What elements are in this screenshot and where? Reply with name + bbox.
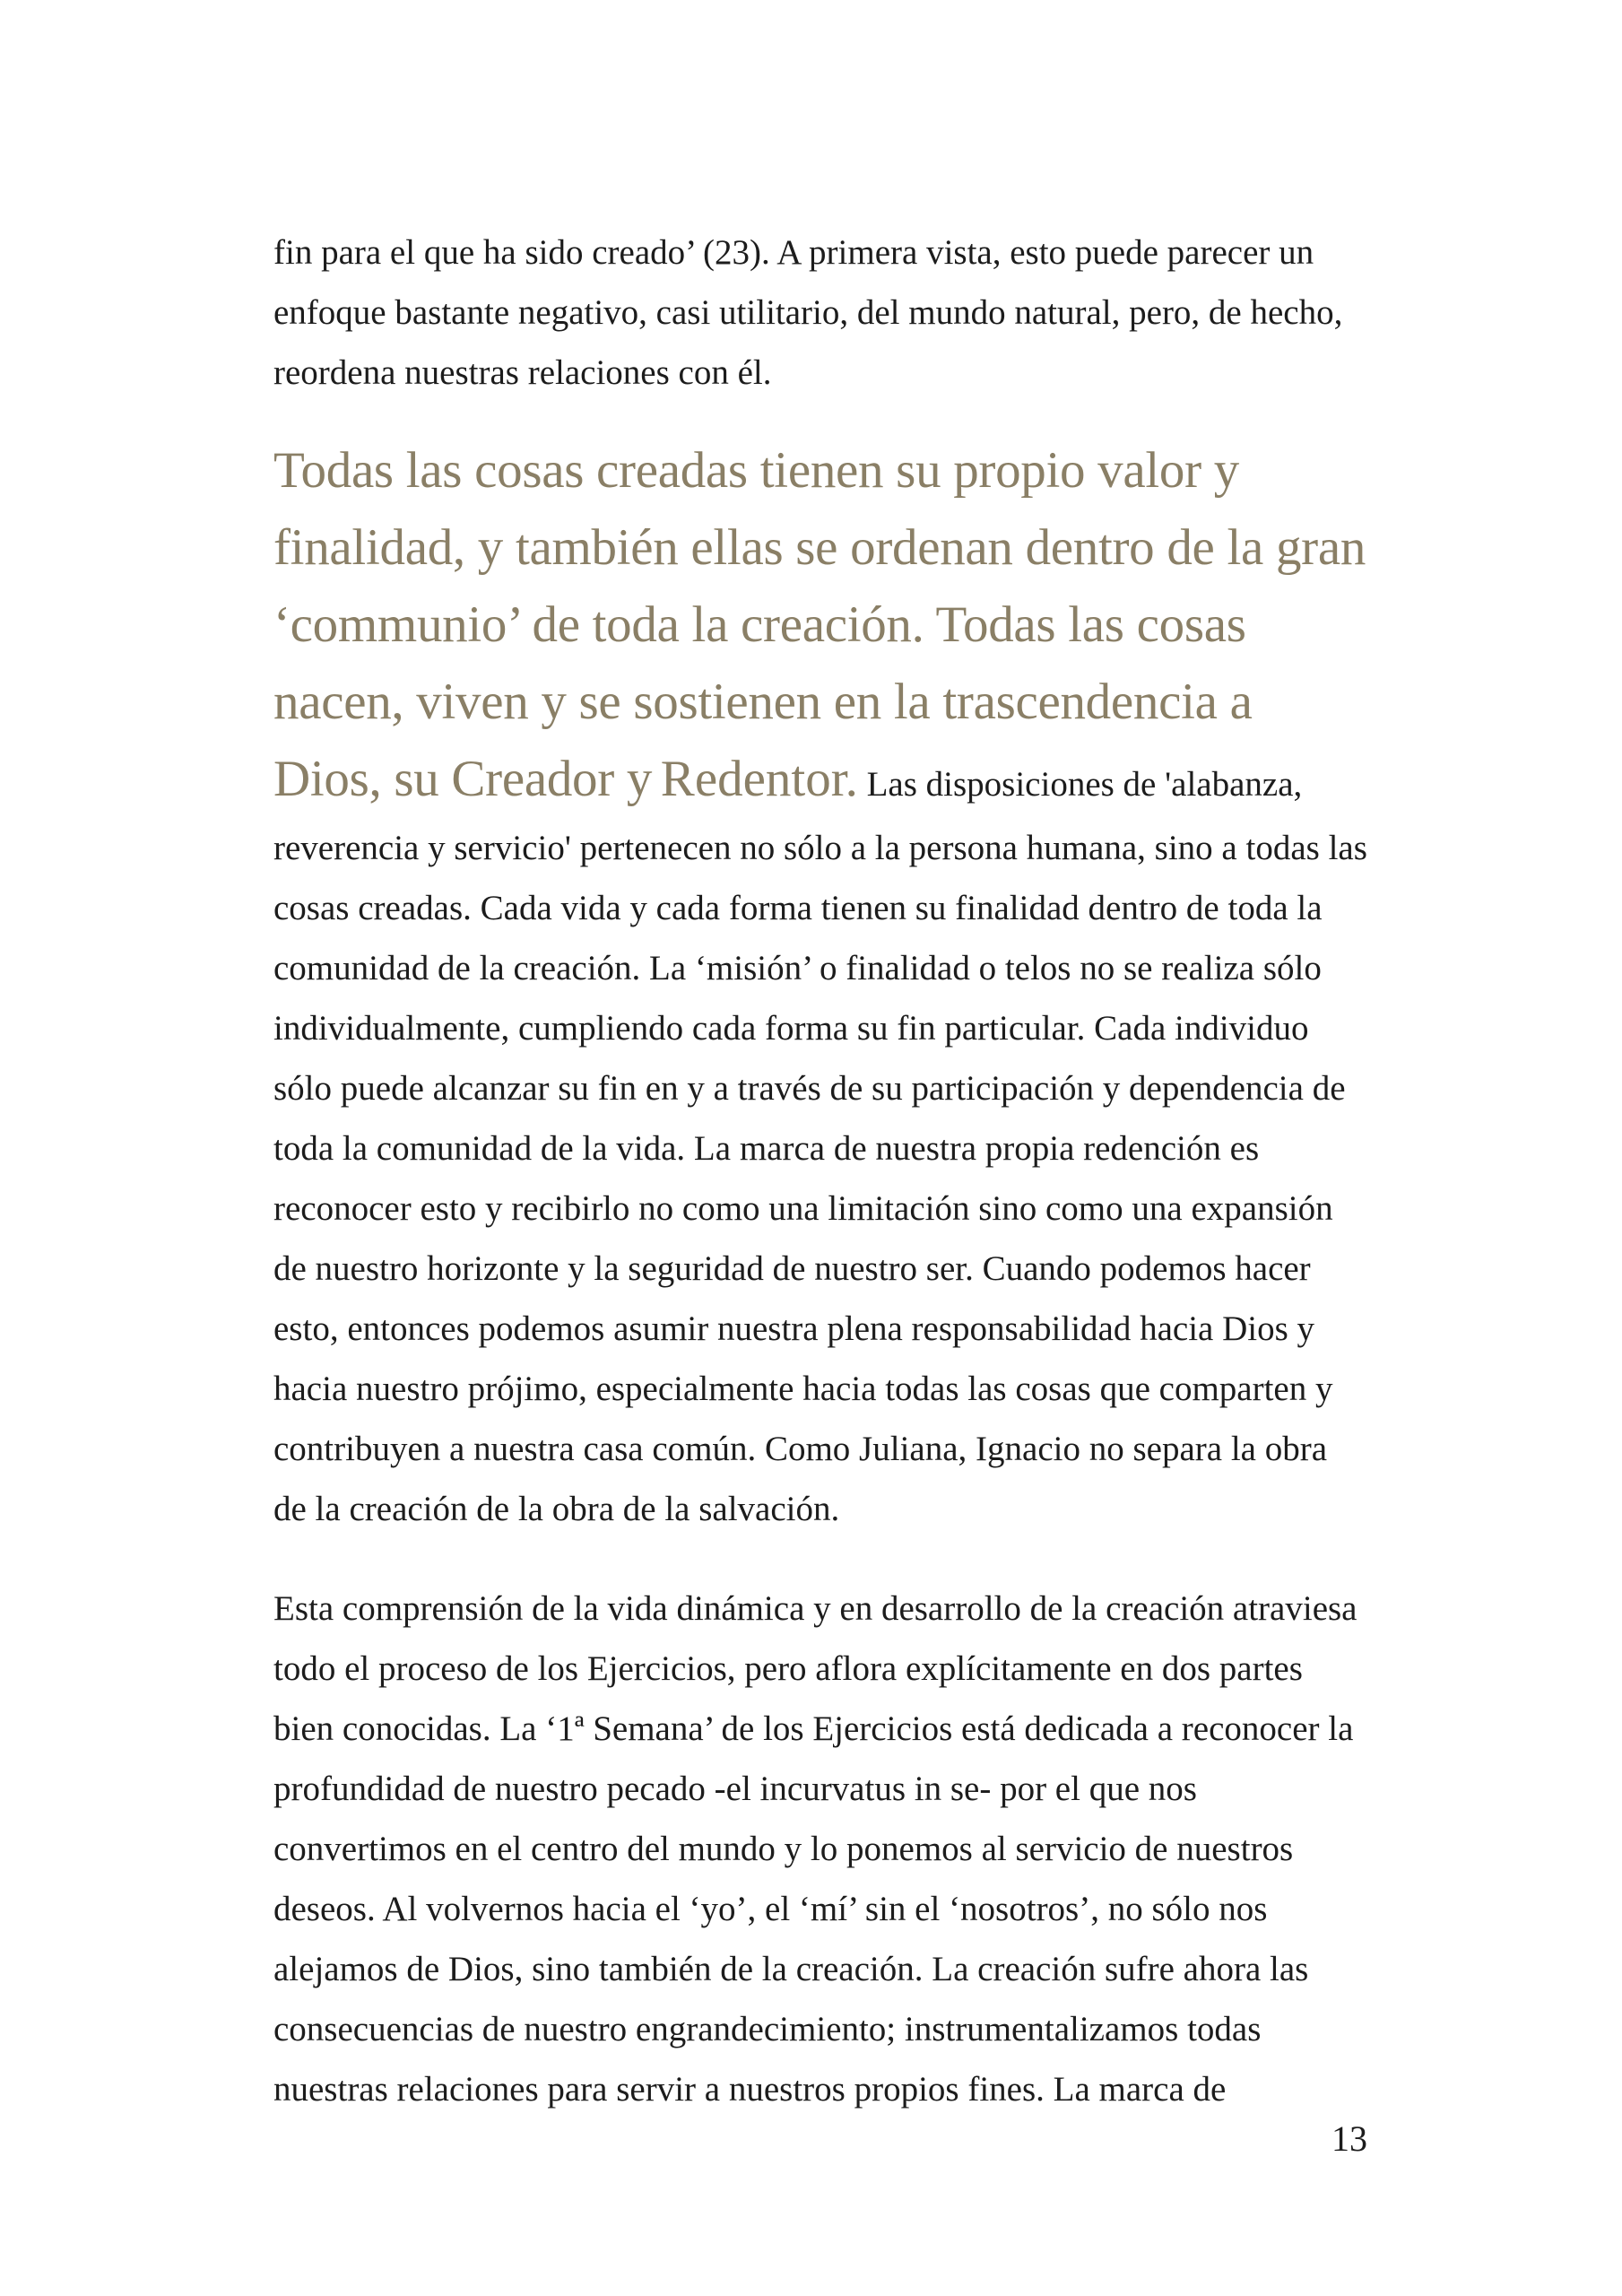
paragraph-with-pull-quote [273, 432, 1367, 1539]
paragraph-intro: fin para el que ha sido creado’ (23). A primera vista, esto puede parecer un enfoque bastante negativo, casi utilitario, del mundo natural, pero, de hecho, reordena nuestras relaciones con él. [273, 233, 1343, 392]
page-number: 13 [1331, 2118, 1367, 2159]
paragraph-body: Las disposiciones de 'alabanza, reverencia y servicio' pertenecen no sólo a la persona humana, sino a todas las cosas creadas. Cada vida y cada forma tienen su finalidad dentro de toda la comunidad de la creación. La ‘misión’ o finalidad o telos no se realiza sólo individualmente, cumpliendo cada forma su fin particular. Cada individuo sólo puede alcanzar su fin en y a través de su participación y dependencia de toda la comunidad de la vida. La marca de nuestra propia redención es reconocer esto y recibirlo no como una limitación sino como una expansión de nuestro horizonte y la seguridad de nuestro ser. Cuando podemos hacer esto, entonces podemos asumir nuestra plena responsabilidad hacia Dios y hacia nuestro prójimo, especialmente hacia todas las cosas que comparten y contribuyen a nuestra casa común. Como Juliana, Ignacio no separa la obra de la creación de la obra de la salvación. [273, 765, 1367, 1528]
pull-quote-ending: Redentor. [660, 751, 858, 807]
pull-quote: Todas las cosas creadas tienen su propio valor y finalidad, y también ellas se ordenan dentro de la gran ‘communio’ de toda la creación. Todas las cosas nacen, viven y se sostienen en la trascendencia a Dios, su Creador y [273, 442, 1366, 807]
paragraph-ejercicios: Esta comprensión de la vida dinámica y en desarrollo de la creación atraviesa todo el proceso de los Ejercicios, pero aflora explícitamente en dos partes bien conocidas. La ‘1ª Semana’ de los Ejercicios está dedicada a reconocer la profundidad de nuestro pecado -el incurvatus in se- por el que nos convertimos en el centro del mundo y lo ponemos al servicio de nuestros deseos. Al volvernos hacia el ‘yo’, el ‘mí’ sin el ‘nosotros’, no sólo nos alejamos de Dios, sino también de la creación. La creación sufre ahora las consecuencias de nuestro engrandecimiento; instrumentalizamos todas nuestras relaciones para servir a nuestros propios fines. La marca de [273, 1589, 1357, 2109]
